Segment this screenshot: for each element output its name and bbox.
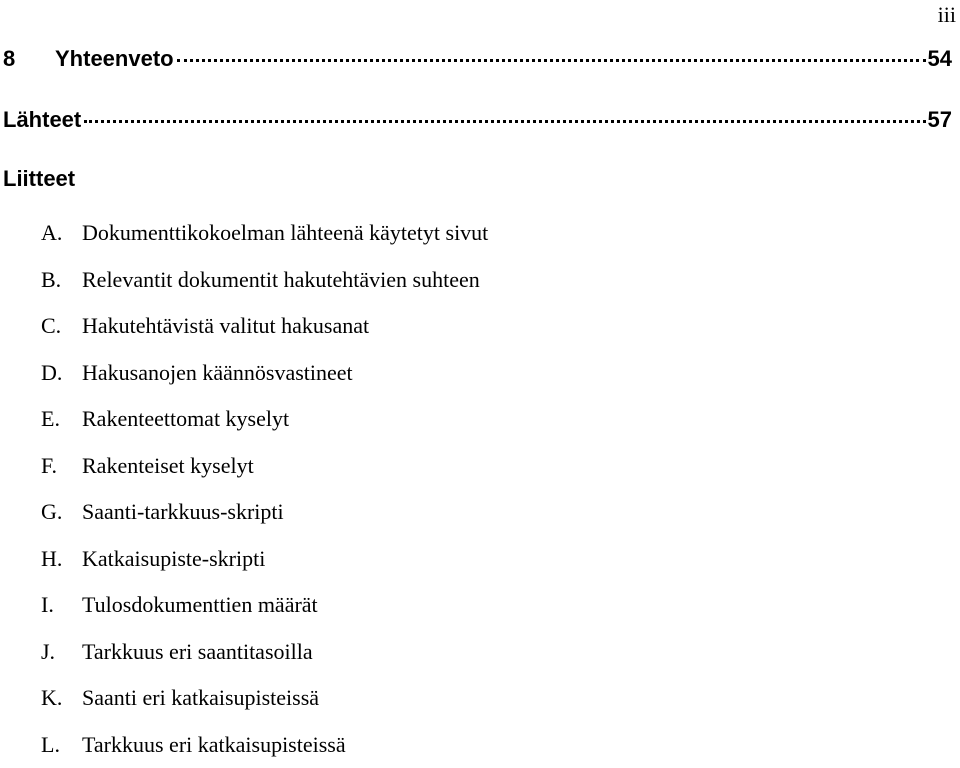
appendix-title: Rakenteettomat kyselyt	[82, 406, 289, 432]
appendix-item	[41, 350, 488, 397]
appendix-item	[41, 722, 488, 768]
appendix-title: Hakutehtävistä valitut hakusanat	[82, 313, 369, 339]
toc-entry-number: 8	[3, 46, 55, 72]
appendix-title: Rakenteiset kyselyt	[82, 453, 254, 479]
toc-entry-page: 54	[928, 46, 952, 72]
appendix-list	[41, 210, 488, 768]
appendix-title: Dokumenttikokoelman lähteenä käytetyt sivut	[82, 220, 488, 246]
appendix-item	[41, 675, 488, 722]
appendix-letter: L.	[41, 732, 82, 758]
appendix-letter: H.	[41, 546, 82, 572]
page-number: iii	[938, 2, 956, 28]
appendix-letter: K.	[41, 685, 82, 711]
appendix-title: Hakusanojen käännösvastineet	[82, 360, 353, 386]
appendix-letter: I.	[41, 592, 82, 618]
appendix-item	[41, 582, 488, 629]
appendix-title: Tarkkuus eri saantitasoilla	[82, 639, 313, 665]
toc-entry-yhteenveto	[3, 46, 952, 76]
toc-entry-title: Yhteenveto	[55, 46, 174, 72]
appendix-item	[41, 257, 488, 304]
appendix-letter: E.	[41, 406, 82, 432]
appendix-letter: J.	[41, 639, 82, 665]
dot-leader	[84, 120, 925, 123]
appendix-title: Relevantit dokumentit hakutehtävien suhteen	[82, 267, 480, 293]
dot-leader	[177, 59, 926, 62]
appendix-item	[41, 489, 488, 536]
appendix-letter: F.	[41, 453, 82, 479]
appendix-title: Saanti eri katkaisupisteissä	[82, 685, 319, 711]
toc-entry-lahteet	[3, 107, 952, 137]
appendix-letter: C.	[41, 313, 82, 339]
appendix-letter: A.	[41, 220, 82, 246]
appendix-item	[41, 536, 488, 583]
appendix-item	[41, 396, 488, 443]
appendix-title: Tarkkuus eri katkaisupisteissä	[82, 732, 346, 758]
appendix-letter: B.	[41, 267, 82, 293]
appendix-letter: G.	[41, 499, 82, 525]
appendix-title: Tulosdokumenttien määrät	[82, 592, 318, 618]
appendix-letter: D.	[41, 360, 82, 386]
appendix-item	[41, 210, 488, 257]
appendix-title: Katkaisupiste-skripti	[82, 546, 265, 572]
appendix-heading: Liitteet	[3, 166, 75, 192]
appendix-item	[41, 303, 488, 350]
appendix-item	[41, 629, 488, 676]
appendix-title: Saanti-tarkkuus-skripti	[82, 499, 284, 525]
appendix-item	[41, 443, 488, 490]
toc-entry-page: 57	[928, 107, 952, 133]
toc-entry-title: Lähteet	[3, 107, 81, 133]
